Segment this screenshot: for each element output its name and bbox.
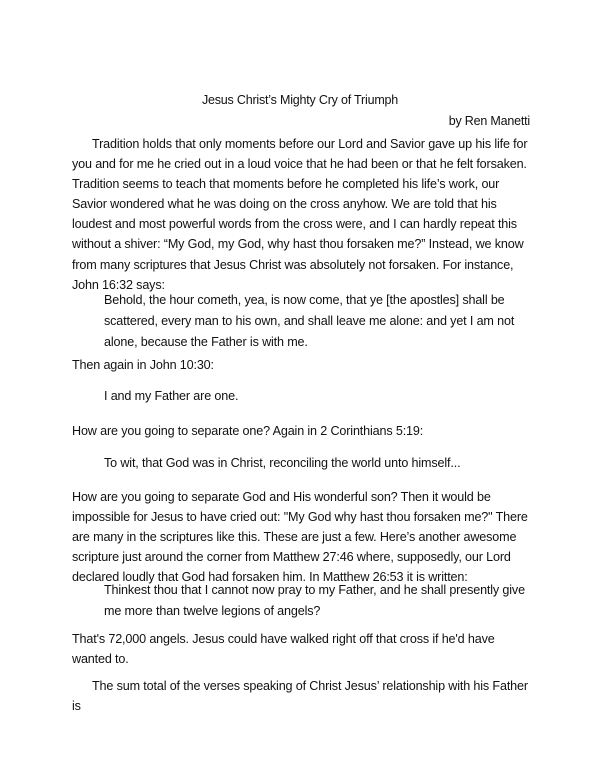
- paragraph-john-10-30: Then again in John 10:30:: [72, 358, 214, 372]
- paragraph-intro: Tradition holds that only moments before our Lord and Savior gave up his life for you and for me he cried out in a loud voice that he had been or that he felt forsaken. Tradition seems to teach that moments before he completed his life’s work, our Savior wondered what he was doing on the cross anyhow. We are told that his loudest and most powerful words from the cross were, and I can hardly repeat this without a shiver: “My God, my God, why hast thou forsaken me?” Instead, we know from many scriptures that Jesus Christ was absolutely not forsaken. For instance, John 16:32 says:: [72, 137, 528, 292]
- paragraph-sum-total: The sum total of the verses speaking of Christ Jesus’ relationship with his Father is: [72, 679, 528, 714]
- author-byline: by Ren Manetti: [448, 114, 530, 128]
- paragraph-2-corinthians: How are you going to separate one? Again in 2 Corinthians 5:19:: [72, 424, 424, 438]
- quote-john-16-32: Behold, the hour cometh, yea, is now come, that ye [the apostles] shall be scattered, every man to his own, and shall leave me alone: and yet I am not alone, because the Father is with me.: [104, 293, 515, 349]
- document-title: Jesus Christ’s Mighty Cry of Triumph: [201, 93, 399, 107]
- quote-2-corinthians-5-19: To wit, that God was in Christ, reconciling the world unto himself...: [104, 456, 461, 470]
- quote-john-10-30: I and my Father are one.: [104, 389, 239, 403]
- quote-matthew-26-53: Thinkest thou that I cannot now pray to my Father, and he shall presently give me more than twelve legions of angels?: [104, 583, 525, 618]
- paragraph-angels: That's 72,000 angels. Jesus could have walked right off that cross if he'd have wanted to.: [72, 632, 495, 667]
- paragraph-separate-god: How are you going to separate God and His wonderful son? Then it would be impossible for Jesus to have cried out: "My God why hast thou forsaken me?" There are many in the scriptures like this. These are just a few. Here’s another awesome scripture just around the corner from Matthew 27:46 where, supposedly, our Lord declared loudly that God had forsaken him. In Matthew 26:53 it is written:: [72, 490, 528, 585]
